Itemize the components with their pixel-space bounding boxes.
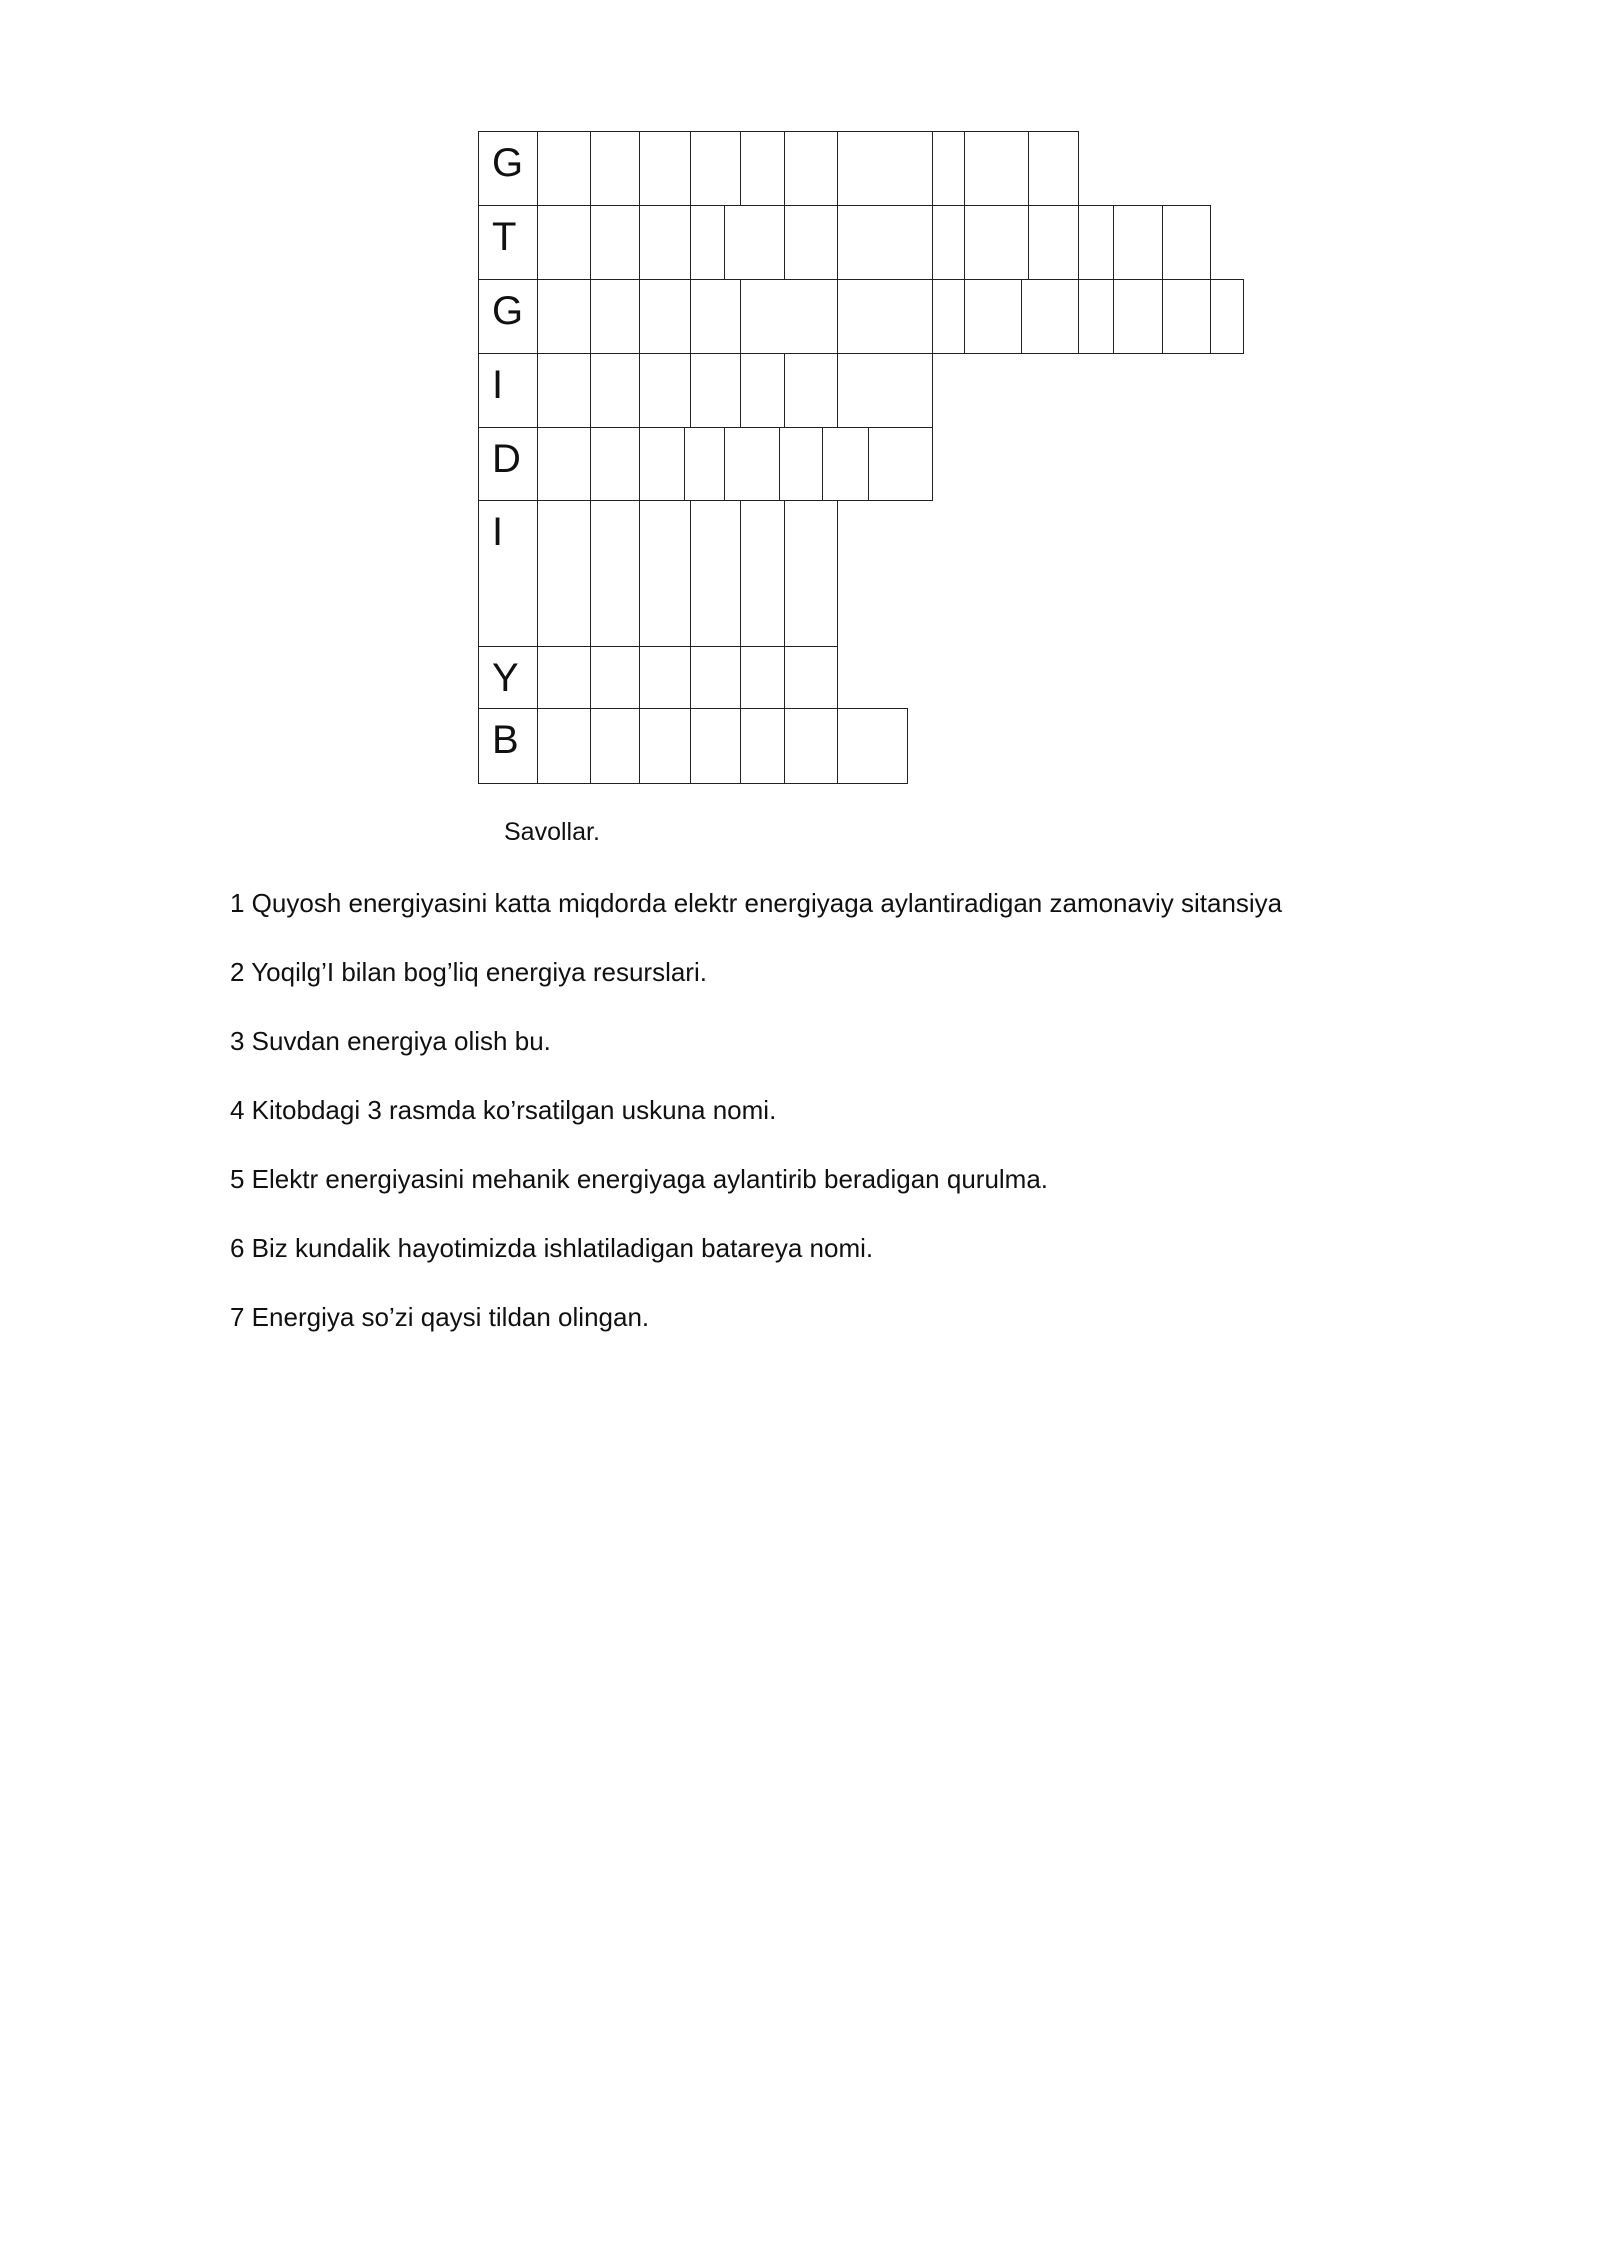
crossword-answer-cell[interactable] [537, 279, 591, 354]
crossword-answer-cell[interactable] [639, 131, 691, 206]
crossword-answer-cell[interactable] [639, 427, 685, 501]
crossword-answer-cell[interactable] [590, 500, 640, 647]
crossword-answer-cell[interactable] [639, 708, 691, 784]
crossword-answer-cell[interactable] [964, 205, 1029, 280]
crossword-row-letter: G [492, 141, 524, 185]
question-6: 6 Biz kundalik hayotimizda ishlatiladigan batareya nomi. [230, 1233, 874, 1263]
crossword-answer-cell[interactable] [784, 353, 838, 428]
questions-heading: Savollar. [504, 818, 600, 846]
crossword-answer-cell[interactable] [724, 205, 785, 280]
crossword-answer-cell[interactable] [639, 205, 691, 280]
crossword-answer-cell[interactable] [837, 353, 933, 428]
crossword-answer-cell[interactable] [590, 131, 640, 206]
crossword-answer-cell[interactable] [964, 131, 1029, 206]
crossword-answer-cell[interactable] [1162, 205, 1211, 280]
crossword-answer-cell[interactable] [1078, 205, 1114, 280]
crossword-answer-cell[interactable] [639, 353, 691, 428]
crossword-answer-cell[interactable] [740, 646, 785, 709]
crossword-answer-cell[interactable] [690, 353, 741, 428]
crossword-answer-cell[interactable] [784, 708, 838, 784]
crossword-answer-cell[interactable] [784, 646, 838, 709]
crossword-answer-cell[interactable] [964, 279, 1022, 354]
crossword-answer-cell[interactable] [932, 205, 965, 280]
crossword-answer-cell[interactable] [690, 279, 741, 354]
question-5: 5 Elektr energiyasini mehanik energiyaga aylantirib beradigan qurulma. [230, 1164, 1049, 1194]
crossword-answer-cell[interactable] [1021, 279, 1079, 354]
question-4: 4 Kitobdagi 3 rasmda ko’rsatilgan uskuna nomi. [230, 1095, 777, 1125]
crossword-answer-cell[interactable] [724, 427, 780, 501]
crossword-answer-cell[interactable] [1113, 205, 1163, 280]
crossword-answer-cell[interactable] [740, 500, 785, 647]
crossword-answer-cell[interactable] [690, 708, 741, 784]
crossword-answer-cell[interactable] [837, 131, 933, 206]
crossword-row-letter: G [492, 289, 524, 333]
crossword-answer-cell[interactable] [690, 131, 741, 206]
question-7: 7 Energiya so’zi qaysi tildan olingan. [230, 1302, 650, 1332]
crossword-answer-cell[interactable] [690, 205, 725, 280]
crossword-grid [0, 0, 1600, 800]
crossword-answer-cell[interactable] [784, 500, 838, 647]
crossword-answer-cell[interactable] [537, 646, 591, 709]
crossword-answer-cell[interactable] [1028, 205, 1079, 280]
crossword-answer-cell[interactable] [837, 205, 933, 280]
crossword-answer-cell[interactable] [639, 279, 691, 354]
crossword-row-letter: I [492, 363, 504, 407]
crossword-answer-cell[interactable] [740, 353, 785, 428]
crossword-answer-cell[interactable] [1113, 279, 1163, 354]
crossword-answer-cell[interactable] [932, 279, 965, 354]
question-3: 3 Suvdan energiya olish bu. [230, 1026, 551, 1056]
crossword-answer-cell[interactable] [740, 708, 785, 784]
crossword-answer-cell[interactable] [537, 500, 591, 647]
crossword-answer-cell[interactable] [537, 353, 591, 428]
crossword-answer-cell[interactable] [740, 131, 785, 206]
crossword-answer-cell[interactable] [784, 131, 838, 206]
crossword-row-letter: T [492, 215, 517, 259]
crossword-answer-cell[interactable] [537, 427, 591, 501]
crossword-answer-cell[interactable] [590, 205, 640, 280]
crossword-answer-cell[interactable] [932, 131, 965, 206]
crossword-answer-cell[interactable] [1210, 279, 1244, 354]
crossword-answer-cell[interactable] [837, 708, 908, 784]
crossword-answer-cell[interactable] [639, 500, 691, 647]
crossword-answer-cell[interactable] [590, 427, 640, 501]
crossword-answer-cell[interactable] [868, 427, 933, 501]
question-1: 1 Quyosh energiyasini katta miqdorda elektr energiyaga aylantiradigan zamonaviy sitansiya [230, 888, 1283, 918]
crossword-clue-cell [478, 353, 538, 428]
crossword-answer-cell[interactable] [639, 646, 691, 709]
crossword-answer-cell[interactable] [590, 708, 640, 784]
crossword-answer-cell[interactable] [590, 353, 640, 428]
crossword-row-letter: I [492, 510, 504, 554]
crossword-answer-cell[interactable] [690, 500, 741, 647]
crossword-answer-cell[interactable] [690, 646, 741, 709]
question-2: 2 Yoqilg’I bilan bog’liq energiya resurslari. [230, 957, 707, 987]
crossword-answer-cell[interactable] [1162, 279, 1211, 354]
crossword-row-letter: B [492, 718, 519, 762]
crossword-row-letter: Y [492, 656, 519, 700]
crossword-answer-cell[interactable] [590, 279, 640, 354]
crossword-clue-cell [478, 500, 538, 647]
crossword-answer-cell[interactable] [684, 427, 725, 501]
crossword-answer-cell[interactable] [1028, 131, 1079, 206]
crossword-answer-cell[interactable] [537, 708, 591, 784]
crossword-answer-cell[interactable] [784, 205, 838, 280]
crossword-answer-cell[interactable] [822, 427, 869, 501]
crossword-answer-cell[interactable] [537, 205, 591, 280]
crossword-answer-cell[interactable] [779, 427, 823, 501]
crossword-answer-cell[interactable] [590, 646, 640, 709]
crossword-answer-cell[interactable] [1078, 279, 1114, 354]
crossword-answer-cell[interactable] [740, 279, 838, 354]
crossword-answer-cell[interactable] [837, 279, 933, 354]
crossword-answer-cell[interactable] [537, 131, 591, 206]
crossword-row-letter: D [492, 437, 521, 481]
